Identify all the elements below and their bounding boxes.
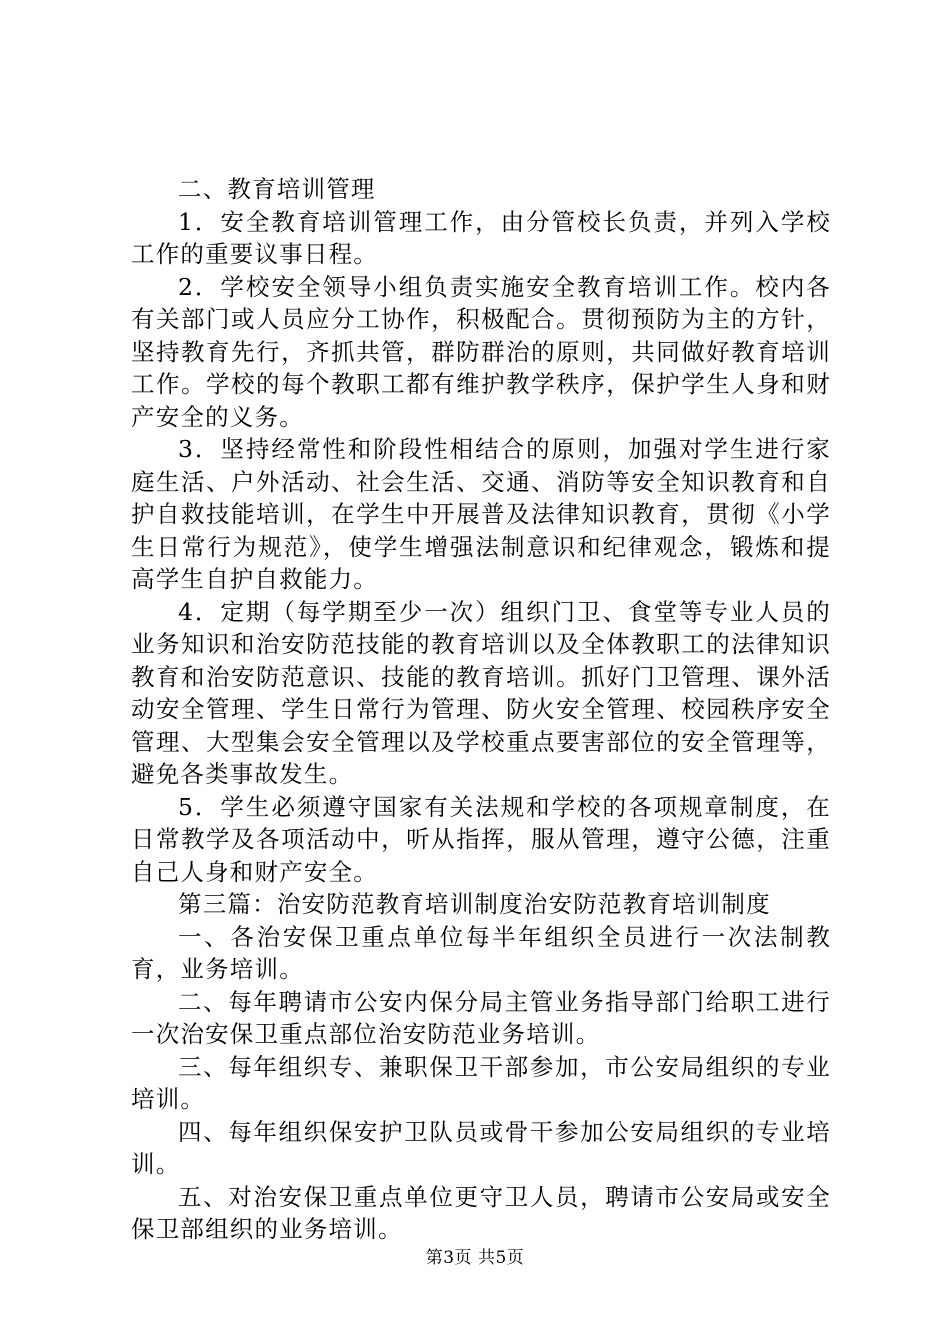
paragraph-item-1: 1．安全教育培训管理工作，由分管校长负责，并列入学校工作的重要议事日程。 [131, 207, 831, 268]
page-number-footer: 第3页 共5页 [425, 1248, 525, 1268]
chapter-heading-part-three: 第三篇：治安防范教育培训制度治安防范教育培训制度 [178, 890, 771, 918]
paragraph-rule-3: 三、每年组织专、兼职保卫干部参加，市公安局组织的专业培训。 [131, 1052, 831, 1113]
paragraph-item-3: 3．坚持经常性和阶段性相结合的原则，加强对学生进行家庭生活、户外活动、社会生活、交通、消防等安全知识教育和自护自救技能培训，在学生中开展普及法律知识教育，贯彻《小学生日常行为规范》，使学生增强法制意识和纪律观念，锻炼和提高学生自护自救能力。 [131, 435, 831, 593]
paragraph-item-5: 5．学生必须遵守国家有关法规和学校的各项规章制度，在日常教学及各项活动中，听从指挥，服从管理，遵守公德，注重自己人身和财产安全。 [131, 792, 831, 886]
paragraph-rule-4: 四、每年组织保安护卫队员或骨干参加公安局组织的专业培训。 [131, 1117, 831, 1178]
section-heading-education-training: 二、教育培训管理 [178, 175, 376, 203]
paragraph-item-4: 4．定期（每学期至少一次）组织门卫、食堂等专业人员的业务知识和治安防范技能的教育培训以及全体教职工的法律知识教育和治安防范意识、技能的教育培训。抓好门卫管理、课外活动安全管理、学生日常行为管理、防火安全管理、校园秩序安全管理、大型集会安全管理以及学校重点要害部位的安全管理等，避免各类事故发生。 [131, 597, 831, 788]
paragraph-rule-2: 二、每年聘请市公安内保分局主管业务指导部门给职工进行一次治安保卫重点部位治安防范业务培训。 [131, 987, 831, 1048]
paragraph-rule-1: 一、各治安保卫重点单位每半年组织全员进行一次法制教育，业务培训。 [131, 922, 831, 983]
paragraph-rule-5: 五、对治安保卫重点单位更守卫人员，聘请市公安局或安全保卫部组织的业务培训。 [131, 1182, 831, 1243]
document-body [131, 173, 831, 1246]
paragraph-item-2: 2．学校安全领导小组负责实施安全教育培训工作。校内各有关部门或人员应分工协作，积极配合。贯彻预防为主的方针，坚持教育先行，齐抓共管，群防群治的原则，共同做好教育培训工作。学校的每个教职工都有维护教学秩序，保护学生人身和财产安全的义务。 [131, 272, 831, 431]
